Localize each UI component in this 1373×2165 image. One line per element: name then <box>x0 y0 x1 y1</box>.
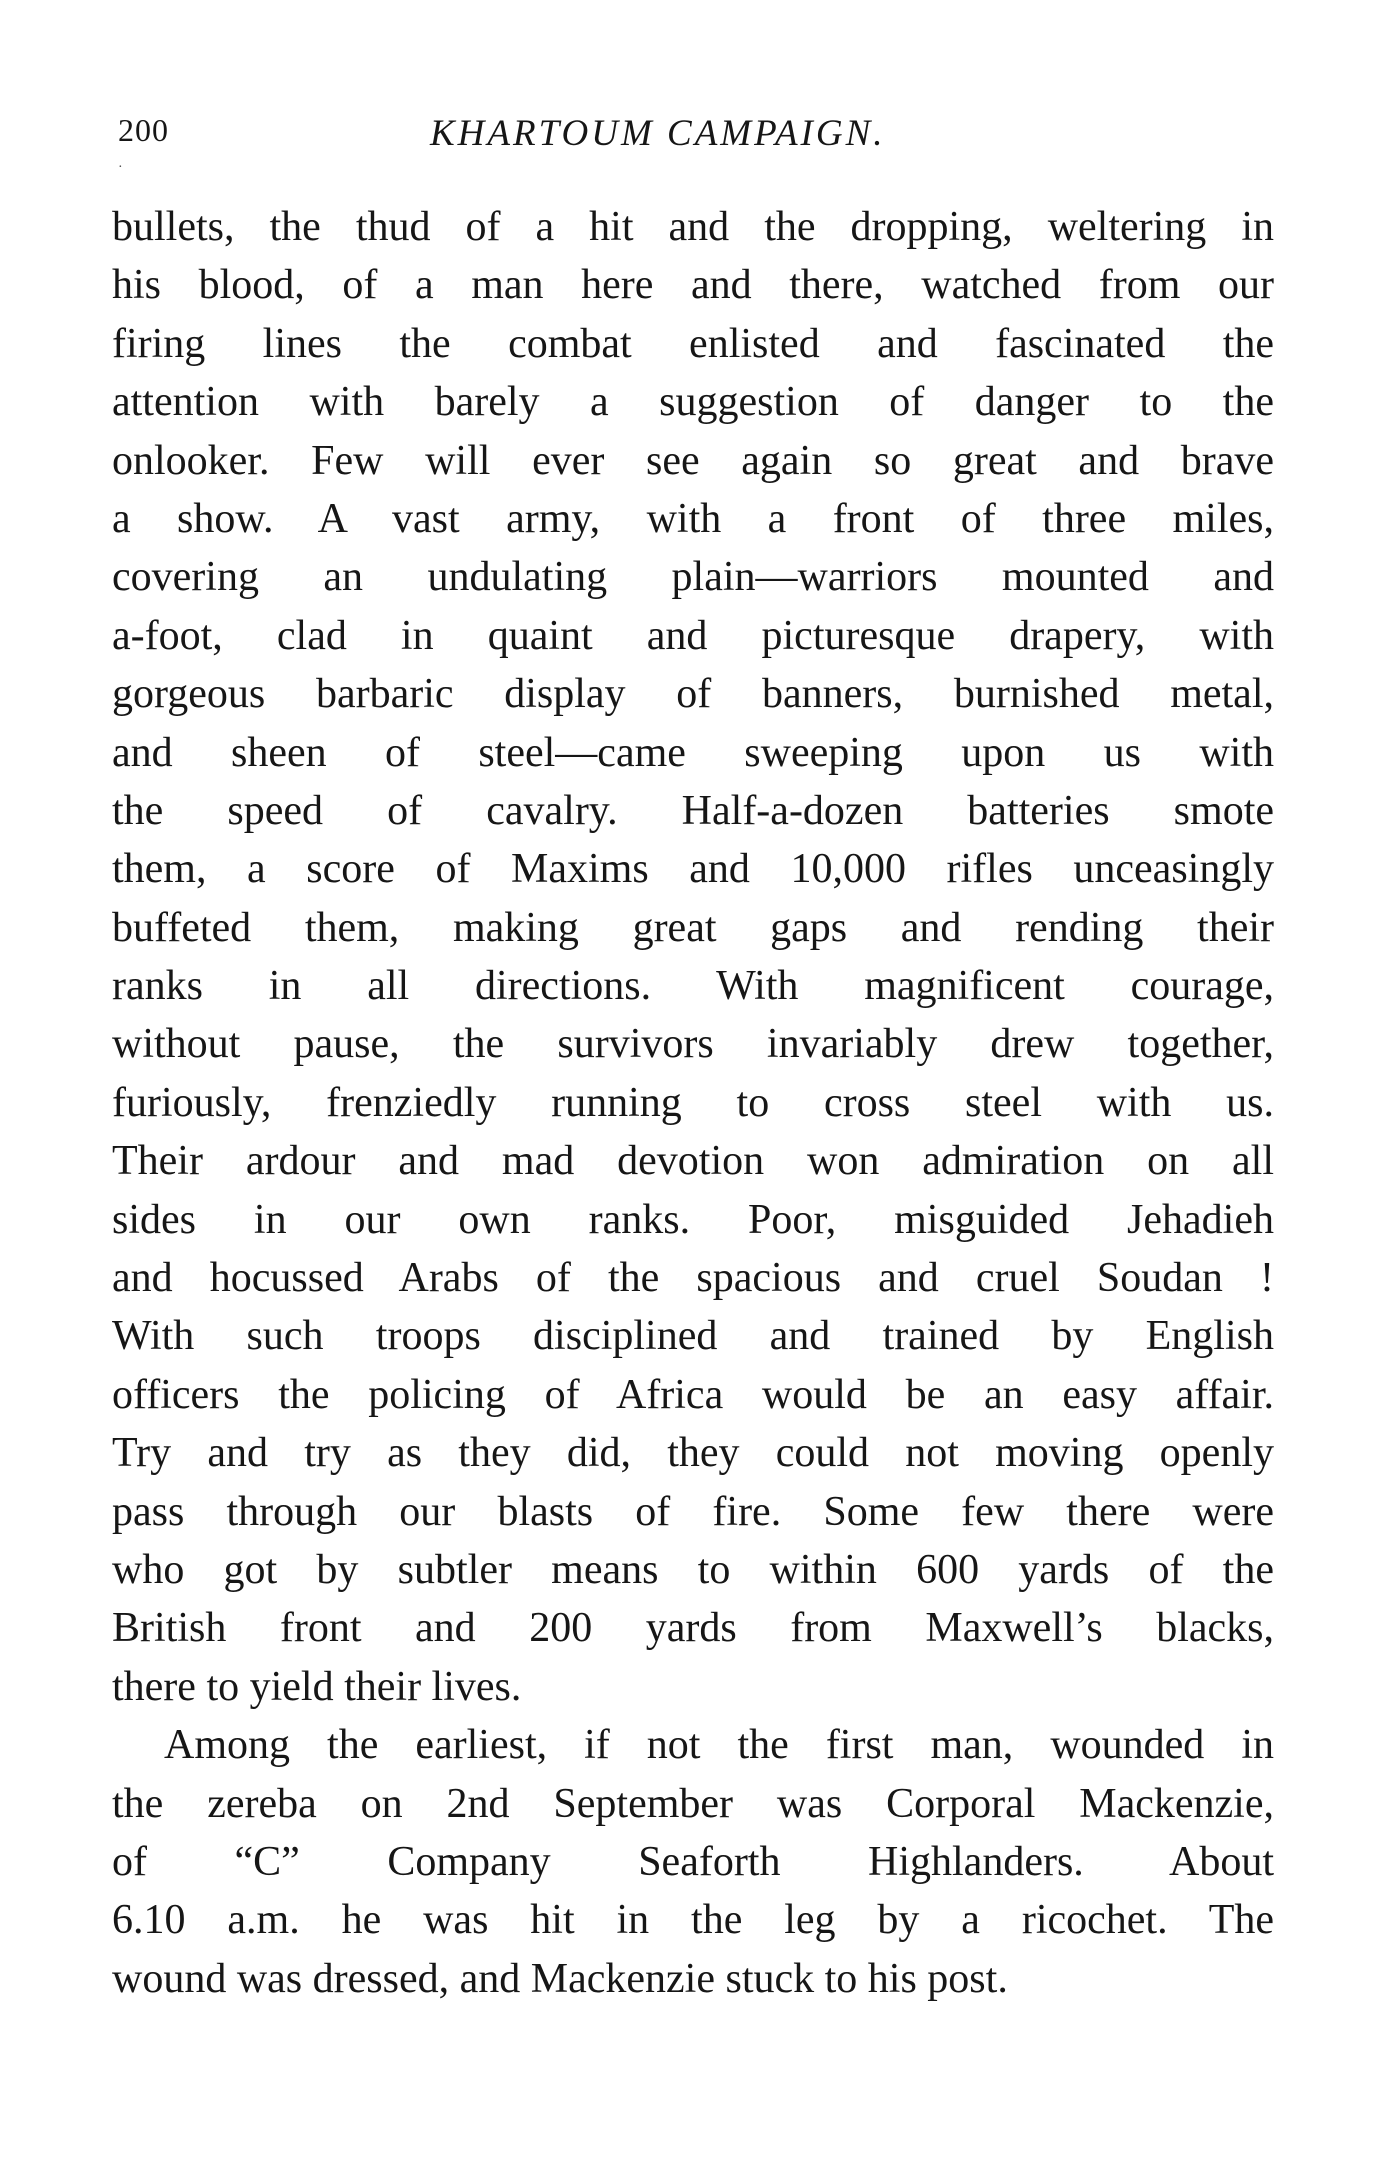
text-line: who got by subtler means to within 600 yards of the <box>112 1546 1274 1593</box>
text-line: pass through our blasts of fire. Some few there were <box>112 1488 1274 1535</box>
text-line: a show. A vast army, with a front of three miles, <box>112 495 1274 542</box>
text-line: the speed of cavalry. Half-a-dozen batteries smote <box>112 787 1274 834</box>
text-line: With such troops disciplined and trained by English <box>112 1313 1274 1360</box>
page-number: 200 <box>118 112 169 148</box>
body-text <box>112 198 1274 2008</box>
running-title: KHARTOUM CAMPAIGN. <box>430 113 886 154</box>
text-line: without pause, the survivors invariably drew together, <box>112 1021 1274 1068</box>
text-line: furiously, frenziedly running to cross steel with us. <box>112 1079 1274 1126</box>
text-line: wound was dressed, and Mackenzie stuck to his post. <box>112 1955 1008 2002</box>
text-line: ranks in all directions. With magnificent courage, <box>112 963 1274 1010</box>
text-line: Their ardour and mad devotion won admiration on all <box>112 1138 1274 1185</box>
paragraph <box>112 1716 1274 2008</box>
text-line: officers the policing of Africa would be an easy affair. <box>112 1371 1274 1418</box>
text-line: of “C” Company Seaforth Highlanders. About <box>112 1838 1274 1885</box>
text-line: covering an undulating plain—warriors mounted and <box>112 554 1274 601</box>
running-head <box>118 112 1273 156</box>
text-line: 6.10 a.m. he was hit in the leg by a ricochet. The <box>112 1897 1274 1944</box>
text-line: buffeted them, making great gaps and rending their <box>112 904 1274 951</box>
text-line: the zereba on 2nd September was Corporal Mackenzie, <box>112 1780 1274 1827</box>
text-line: gorgeous barbaric display of banners, burnished metal, <box>112 671 1274 718</box>
text-line: sides in our own ranks. Poor, misguided Jehadieh <box>112 1196 1274 1243</box>
text-line: and sheen of steel—came sweeping upon us with <box>112 729 1274 776</box>
text-line: them, a score of Maxims and 10,000 rifles unceasingly <box>112 846 1274 893</box>
text-line: Among the earliest, if not the first man, wounded in <box>164 1722 1274 1769</box>
text-line: British front and 200 yards from Maxwell’s blacks, <box>112 1605 1274 1652</box>
text-line: onlooker. Few will ever see again so great and brave <box>112 437 1274 484</box>
print-speck: · <box>118 160 123 175</box>
text-line: his blood, of a man here and there, watched from our <box>112 262 1274 309</box>
text-line: there to yield their lives. <box>112 1663 522 1710</box>
text-line: attention with barely a suggestion of danger to the <box>112 379 1274 426</box>
text-line: firing lines the combat enlisted and fascinated the <box>112 320 1274 367</box>
text-line: bullets, the thud of a hit and the dropping, weltering in <box>112 204 1274 250</box>
text-line: a-foot, clad in quaint and picturesque drapery, with <box>112 612 1274 659</box>
text-line: Try and try as they did, they could not moving openly <box>112 1430 1274 1477</box>
paragraph <box>112 198 1274 1716</box>
text-line: and hocussed Arabs of the spacious and cruel Soudan ! <box>112 1255 1274 1302</box>
